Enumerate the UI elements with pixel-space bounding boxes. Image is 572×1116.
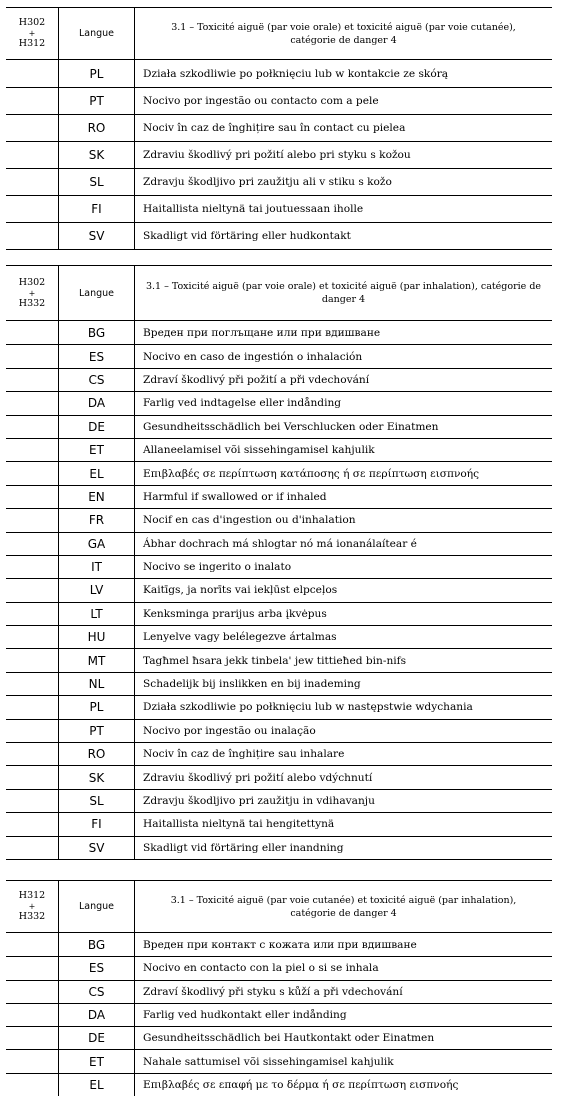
hazard-code-plus: + (28, 29, 36, 38)
hazard-statement-text: Gesundheitsschädlich bei Verschlucken oder Einatmen (134, 416, 552, 438)
empty-code-cell (6, 813, 58, 835)
hazard-statement-text: Nociv în caz de înghițire sau în contact cu pielea (134, 115, 552, 141)
language-code: SL (58, 790, 134, 812)
language-code: DA (58, 392, 134, 414)
table-row (6, 836, 552, 859)
hazard-statement-text: Nociv în caz de înghițire sau inhalare (134, 743, 552, 765)
table-header (6, 8, 552, 60)
language-code: HU (58, 626, 134, 648)
table-row (6, 344, 552, 367)
empty-code-cell (6, 556, 58, 578)
hazard-code-2: H332 (18, 911, 46, 922)
language-code: GA (58, 533, 134, 555)
table-header (6, 266, 552, 321)
hazard-statement-text: Skadligt vid förtäring eller inandning (134, 837, 552, 859)
table-row (6, 438, 552, 461)
table-row (6, 415, 552, 438)
empty-code-cell (6, 345, 58, 367)
hazard-code-cell (6, 266, 58, 320)
language-code: MT (58, 649, 134, 671)
language-code: DE (58, 1027, 134, 1049)
hazard-statement-text: Lenyelve vagy belélegezve ártalmas (134, 626, 552, 648)
empty-code-cell (6, 603, 58, 625)
language-code: CS (58, 369, 134, 391)
empty-code-cell (6, 486, 58, 508)
hazard-statement-text: Haitallista nieltynä tai joutuessaan iholle (134, 196, 552, 222)
table-row (6, 222, 552, 249)
hazard-statement-text: Haitallista nieltynä tai hengitettynä (134, 813, 552, 835)
hazard-statement-text: Harmful if swallowed or if inhaled (134, 486, 552, 508)
empty-code-cell (6, 720, 58, 742)
table-row (6, 1049, 552, 1072)
language-code: EL (58, 462, 134, 484)
table-row (6, 508, 552, 531)
language-code: IT (58, 556, 134, 578)
empty-code-cell (6, 533, 58, 555)
language-code: DE (58, 416, 134, 438)
empty-code-cell (6, 115, 58, 141)
table-row (6, 1026, 552, 1049)
language-code: LT (58, 603, 134, 625)
empty-code-cell (6, 673, 58, 695)
table-row (6, 114, 552, 141)
empty-code-cell (6, 416, 58, 438)
hazard-statement-text: Вреден при контакт с кожата или при вдишване (134, 933, 552, 956)
hazard-table-h302-h312 (6, 7, 552, 250)
empty-code-cell (6, 60, 58, 87)
hazard-statement-text: Επιβλαβές σε επαφή με το δέρμα ή σε περίπτωση εισπνοής (134, 1074, 552, 1096)
table-title: 3.1 – Toxicité aiguë (par voie orale) et toxicité aiguë (par voie cutanée), catégorie de danger 4 (134, 8, 552, 59)
language-code: ET (58, 439, 134, 461)
empty-code-cell (6, 837, 58, 859)
table-row (6, 933, 552, 956)
table-body (6, 321, 552, 859)
empty-code-cell (6, 439, 58, 461)
language-code: NL (58, 673, 134, 695)
empty-code-cell (6, 649, 58, 671)
table-row (6, 168, 552, 195)
language-column-header: Langue (58, 881, 134, 932)
hazard-statement-text: Nocivo se ingerito o inalato (134, 556, 552, 578)
hazard-statement-text: Zdraví škodlivý při styku s kůží a při vdechování (134, 981, 552, 1003)
hazard-statement-text: Schadelijk bij inslikken en bij inademing (134, 673, 552, 695)
hazard-table-h302-h332 (6, 265, 552, 860)
table-row (6, 789, 552, 812)
hazard-statement-text: Nocif en cas d'ingestion ou d'inhalation (134, 509, 552, 531)
table-row (6, 391, 552, 414)
hazard-statement-text: Działa szkodliwie po połknięciu lub w następstwie wdychania (134, 696, 552, 718)
hazard-statement-text: Ábhar dochrach má shlogtar nó má ionanálaítear é (134, 533, 552, 555)
hazard-statement-text: Allaneelamisel või sissehingamisel kahjulik (134, 439, 552, 461)
empty-code-cell (6, 88, 58, 114)
table-row (6, 461, 552, 484)
table-row (6, 1003, 552, 1026)
hazard-statement-text: Вреден при поглъщане или при вдишване (134, 321, 552, 344)
language-code: PT (58, 720, 134, 742)
hazard-statement-text: Farlig ved indtagelse eller indånding (134, 392, 552, 414)
empty-code-cell (6, 509, 58, 531)
empty-code-cell (6, 626, 58, 648)
hazard-statement-text: Farlig ved hudkontakt eller indånding (134, 1004, 552, 1026)
table-title: 3.1 – Toxicité aiguë (par voie cutanée) et toxicité aiguë (par inhalation), catégorie de danger 4 (134, 881, 552, 932)
language-column-header: Langue (58, 8, 134, 59)
hazard-code-plus: + (28, 902, 36, 911)
language-code: RO (58, 743, 134, 765)
table-header (6, 881, 552, 933)
empty-code-cell (6, 196, 58, 222)
hazard-statement-text: Nocivo por ingestão ou inalação (134, 720, 552, 742)
table-row (6, 648, 552, 671)
language-code: CS (58, 981, 134, 1003)
table-row (6, 321, 552, 344)
hazard-code-2: H312 (18, 38, 46, 49)
hazard-statement-text: Επιβλαβές σε περίπτωση κατάποσης ή σε περίπτωση εισπνοής (134, 462, 552, 484)
empty-code-cell (6, 766, 58, 788)
empty-code-cell (6, 1004, 58, 1026)
language-code: RO (58, 115, 134, 141)
table-row (6, 812, 552, 835)
empty-code-cell (6, 321, 58, 344)
language-code: PL (58, 696, 134, 718)
empty-code-cell (6, 369, 58, 391)
hazard-statement-text: Nocivo por ingestão ou contacto com a pele (134, 88, 552, 114)
table-row (6, 60, 552, 87)
hazard-code-plus: + (28, 288, 36, 298)
empty-code-cell (6, 933, 58, 956)
language-code: EN (58, 486, 134, 508)
hazard-statement-text: Nocivo en contacto con la piel o si se inhala (134, 957, 552, 979)
hazard-statement-text: Nahale sattumisel või sissehingamisel kahjulik (134, 1050, 552, 1072)
hazard-statement-text: Zdraviu škodlivý pri požití alebo pri styku s kožou (134, 142, 552, 168)
language-code: BG (58, 321, 134, 344)
hazard-statement-text: Zdraví škodlivý při požití a při vdechování (134, 369, 552, 391)
table-row (6, 602, 552, 625)
table-row (6, 578, 552, 601)
hazard-statement-text: Kaitīgs, ja norīts vai iekļūst elpceļos (134, 579, 552, 601)
language-code: ES (58, 957, 134, 979)
table-row (6, 532, 552, 555)
language-code: SK (58, 766, 134, 788)
table-row (6, 719, 552, 742)
table-row (6, 625, 552, 648)
hazard-code-2: H332 (18, 297, 46, 309)
language-code: ES (58, 345, 134, 367)
language-code: BG (58, 933, 134, 956)
language-column-header: Langue (58, 266, 134, 320)
table-row (6, 672, 552, 695)
empty-code-cell (6, 1074, 58, 1096)
table-body (6, 933, 552, 1096)
table-row (6, 695, 552, 718)
empty-code-cell (6, 579, 58, 601)
empty-code-cell (6, 462, 58, 484)
empty-code-cell (6, 1050, 58, 1072)
empty-code-cell (6, 142, 58, 168)
empty-code-cell (6, 981, 58, 1003)
table-row (6, 195, 552, 222)
table-title: 3.1 – Toxicité aiguë (par voie orale) et toxicité aiguë (par inhalation), catégorie de danger 4 (134, 266, 552, 320)
hazard-table-h312-h332 (6, 880, 552, 1096)
hazard-code-1: H302 (18, 17, 46, 28)
empty-code-cell (6, 743, 58, 765)
hazard-statement-text: Zdraviu škodlivý pri požití alebo vdýchnutí (134, 766, 552, 788)
language-code: EL (58, 1074, 134, 1096)
language-code: PT (58, 88, 134, 114)
table-row (6, 742, 552, 765)
empty-code-cell (6, 392, 58, 414)
language-code: SK (58, 142, 134, 168)
hazard-statement-text: Skadligt vid förtäring eller hudkontakt (134, 223, 552, 249)
empty-code-cell (6, 1027, 58, 1049)
empty-code-cell (6, 790, 58, 812)
language-code: SV (58, 223, 134, 249)
language-code: DA (58, 1004, 134, 1026)
language-code: SL (58, 169, 134, 195)
table-row (6, 1073, 552, 1096)
hazard-statement-text: Gesundheitsschädlich bei Hautkontakt oder Einatmen (134, 1027, 552, 1049)
empty-code-cell (6, 957, 58, 979)
hazard-code-cell (6, 881, 58, 932)
table-row (6, 87, 552, 114)
table-row (6, 368, 552, 391)
hazard-statement-text: Działa szkodliwie po połknięciu lub w kontakcie ze skórą (134, 60, 552, 87)
empty-code-cell (6, 169, 58, 195)
hazard-statement-text: Kenksminga prarijus arba įkvėpus (134, 603, 552, 625)
hazard-code-1: H302 (18, 276, 46, 288)
language-code: LV (58, 579, 134, 601)
hazard-code-1: H312 (18, 890, 46, 901)
hazard-statement-text: Zdravju škodljivo pri zaužitju ali v stiku s kožo (134, 169, 552, 195)
table-row (6, 555, 552, 578)
language-code: ET (58, 1050, 134, 1072)
table-row (6, 765, 552, 788)
language-code: FI (58, 196, 134, 222)
table-body (6, 60, 552, 249)
table-row (6, 485, 552, 508)
empty-code-cell (6, 223, 58, 249)
empty-code-cell (6, 696, 58, 718)
language-code: FR (58, 509, 134, 531)
hazard-code-cell (6, 8, 58, 59)
table-row (6, 956, 552, 979)
table-row (6, 141, 552, 168)
language-code: SV (58, 837, 134, 859)
language-code: PL (58, 60, 134, 87)
hazard-statement-text: Zdravju škodljivo pri zaužitju in vdihavanju (134, 790, 552, 812)
table-row (6, 980, 552, 1003)
hazard-statement-text: Nocivo en caso de ingestión o inhalación (134, 345, 552, 367)
hazard-statement-text: Tagħmel ħsara jekk tinbela' jew tittieħed bin-nifs (134, 649, 552, 671)
language-code: FI (58, 813, 134, 835)
